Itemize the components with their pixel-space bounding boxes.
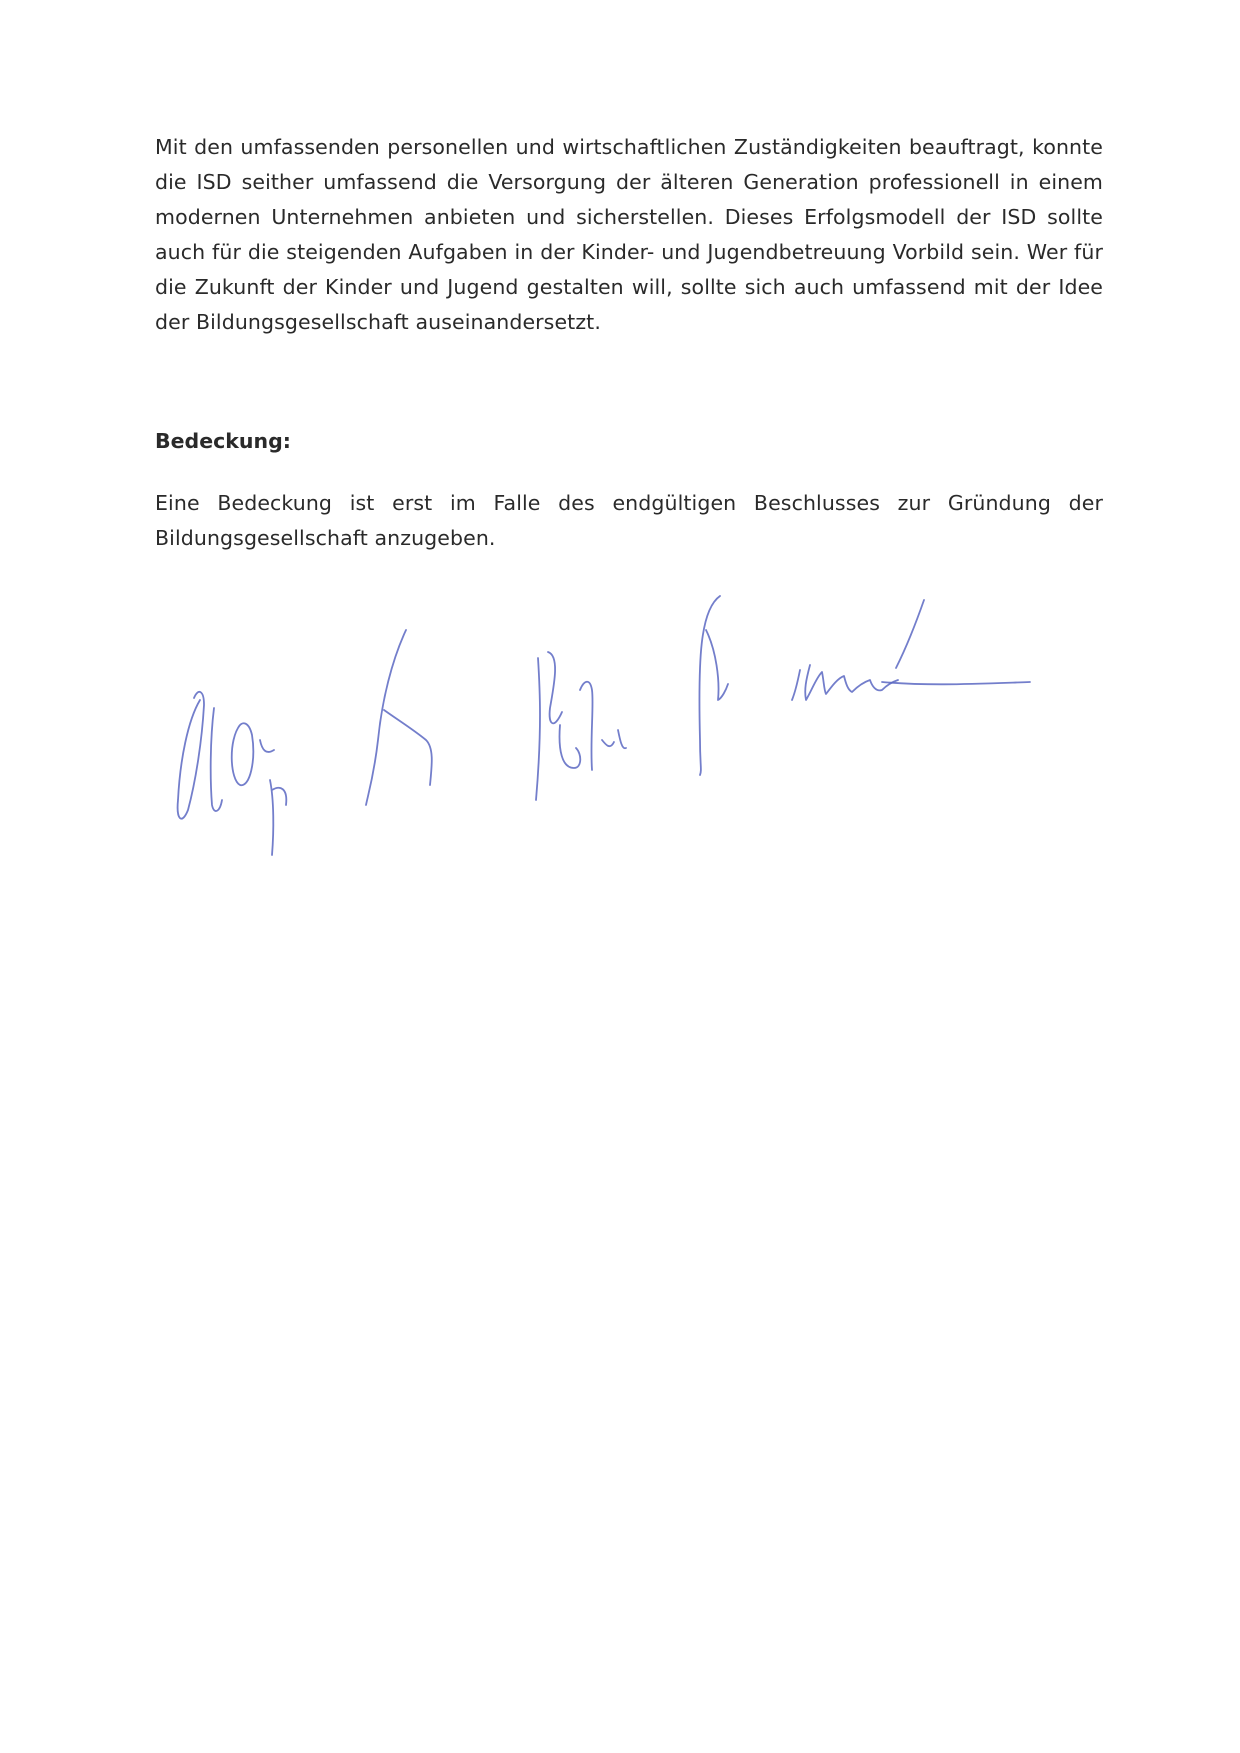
section-heading: Bedeckung: [155, 429, 291, 453]
signature-block [170, 590, 1180, 880]
signature-1 [178, 692, 287, 855]
signature-5 [792, 600, 1030, 700]
signature-4 [699, 596, 728, 775]
body-paragraph-2: Eine Bedeckung ist erst im Falle des endgültigen Beschlusses zur Gründung der Bildungsgesellschaft anzugeben. [155, 491, 1103, 550]
body-paragraph-1: Mit den umfassenden personellen und wirtschaftlichen Zuständigkeiten beauftragt, konnte die ISD seither umfassend die Versorgung der älteren Generation professionell in einem modernen Unternehmen anbieten und sicherstellen. Dieses Erfolgsmodell der ISD sollte auch für die steigenden Aufgaben in der Kinder- und Jugendbetreuung Vorbild sein. Wer für die Zukunft der Kinder und Jugend gestalten will, sollte sich auch umfassend mit der Idee der Bildungsgesellschaft auseinandersetzt. [155, 135, 1103, 334]
signature-2 [366, 630, 432, 805]
signature-3 [536, 652, 626, 800]
